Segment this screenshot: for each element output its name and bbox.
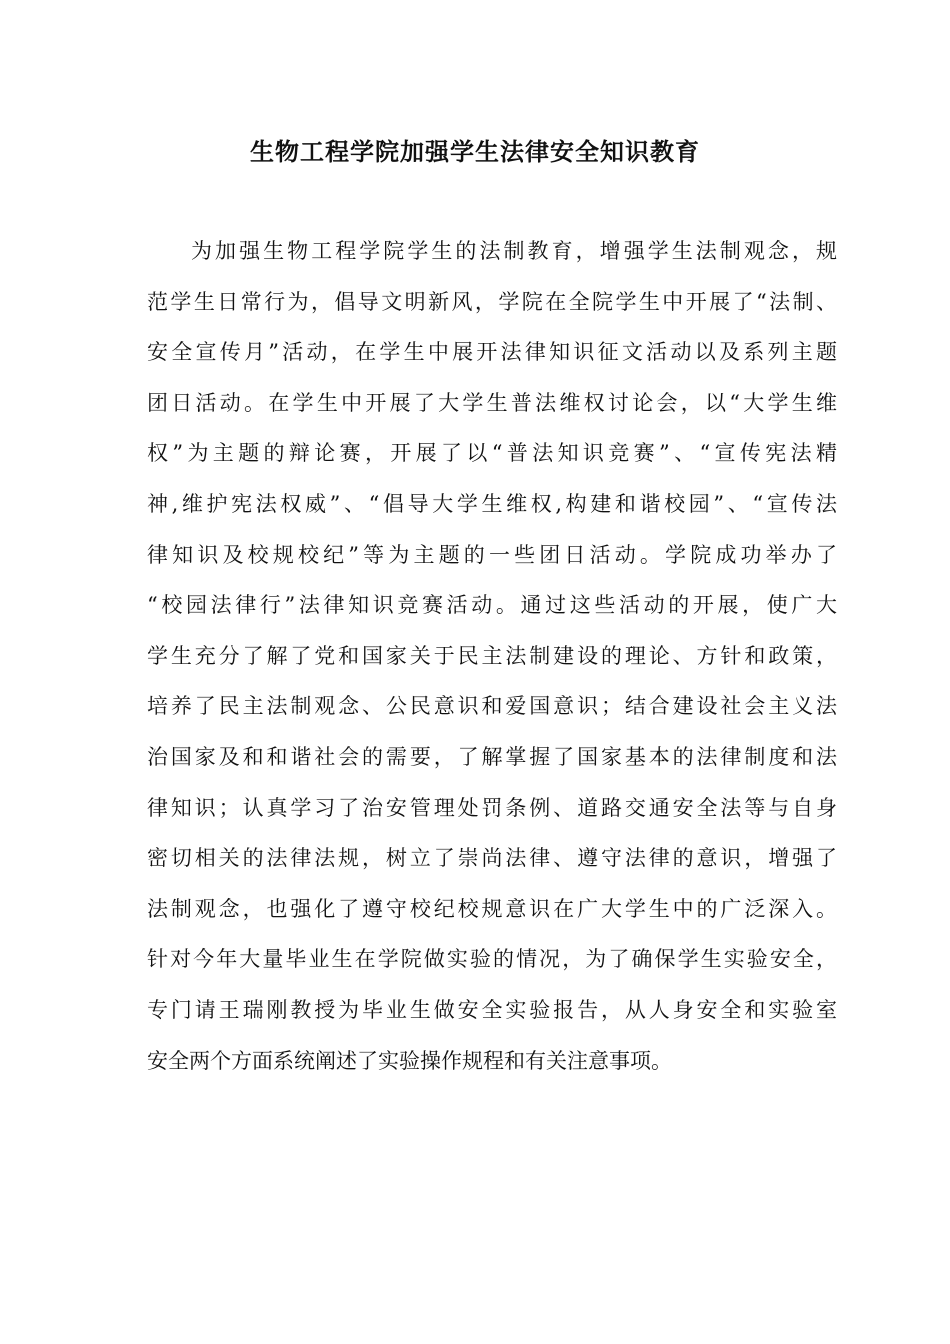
body-line: 治国家及和和谐社会的需要，了解掌握了国家基本的法律制度和法 <box>147 744 837 769</box>
body-line: 神,维护宪法权威”、“倡导大学生维权,构建和谐校园”、“宣传法 <box>147 491 837 516</box>
body-line: 针对今年大量毕业生在学院做实验的情况，为了确保学生实验安全， <box>147 947 837 972</box>
document-body <box>147 232 837 1092</box>
body-line: 团日活动。在学生中开展了大学生普法维权讨论会，以“大学生维 <box>147 390 837 415</box>
document-title: 生物工程学院加强学生法律安全知识教育 <box>250 137 700 166</box>
body-line: 律知识及校规校纪”等为主题的一些团日活动。学院成功举办了 <box>147 542 837 567</box>
body-line: 范学生日常行为，倡导文明新风，学院在全院学生中开展了“法制、 <box>147 289 837 314</box>
body-line: 专门请王瑞刚教授为毕业生做安全实验报告，从人身安全和实验室 <box>147 997 837 1022</box>
body-line: 学生充分了解了党和国家关于民主法制建设的理论、方针和政策， <box>147 643 837 668</box>
body-line: 权”为主题的辩论赛，开展了以“普法知识竞赛”、“宣传宪法精 <box>147 441 837 466</box>
body-line: 为加强生物工程学院学生的法制教育，增强学生法制观念，规 <box>191 239 837 263</box>
body-line: 培养了民主法制观念、公民意识和爱国意识；结合建设社会主义法 <box>147 694 837 719</box>
body-line: 安全宣传月”活动，在学生中展开法律知识征文活动以及系列主题 <box>147 340 837 365</box>
body-line: “校园法律行”法律知识竞赛活动。通过这些活动的开展，使广大 <box>147 593 837 618</box>
body-line: 法制观念，也强化了遵守校纪校规意识在广大学生中的广泛深入。 <box>147 896 837 921</box>
body-line: 律知识；认真学习了治安管理处罚条例、道路交通安全法等与自身 <box>147 795 837 820</box>
body-line: 安全两个方面系统阐述了实验操作规程和有关注意事项。 <box>147 1048 672 1073</box>
body-line: 密切相关的法律法规，树立了崇尚法律、遵守法律的意识，增强了 <box>147 846 837 871</box>
